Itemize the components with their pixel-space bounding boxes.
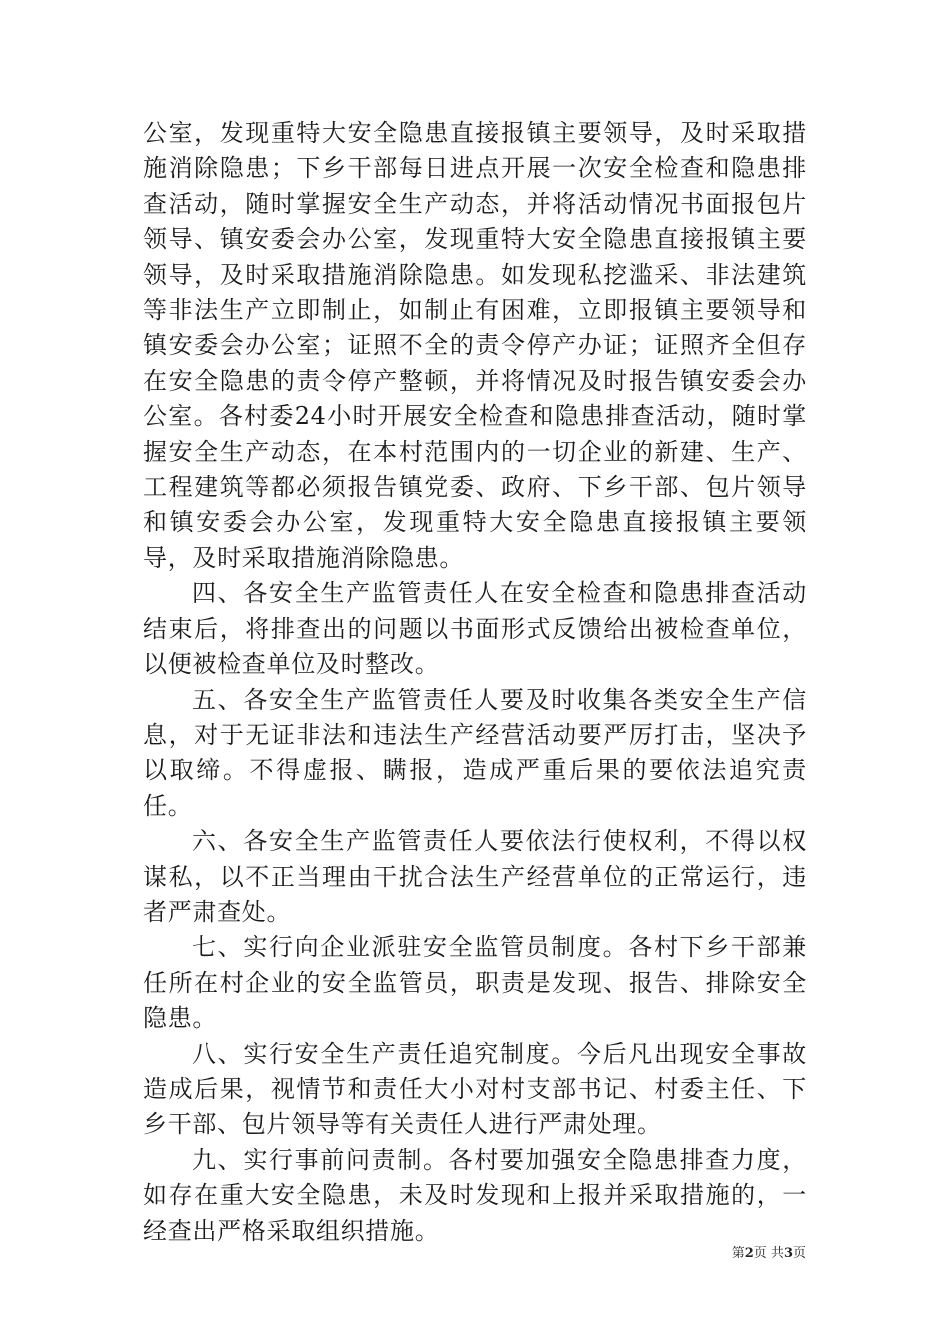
footer-middle: 页 共: [753, 1246, 784, 1261]
paragraph-item-8: 八、实行安全生产责任追究制度。今后凡出现安全事故造成后果，视情节和责任大小对村支部书记、村委主任、下乡干部、包片领导等有关责任人进行严肃处理。: [143, 1039, 807, 1139]
paragraph-item-9: 九、实行事前问责制。各村要加强安全隐患排查力度，如存在重大安全隐患，未及时发现和上报并采取措施的，一经查出严格采取组织措施。: [143, 1145, 807, 1245]
footer-suffix: 页: [792, 1246, 806, 1261]
paragraph-item-6: 六、各安全生产监管责任人要依法行使权利，不得以权谋私，以不正当理由干扰合法生产经营单位的正常运行，违者严肃查处。: [143, 827, 807, 926]
paragraph-continuation: 公室，发现重特大安全隐患直接报镇主要领导，及时采取措施消除隐患；下乡干部每日进点开展一次安全检查和隐患排查活动，随时掌握安全生产动态，并将活动情况书面报包片领导、镇安委会办公室，发现重特大安全隐患直接报镇主要领导，及时采取措施消除隐患。如发现私挖滥采、非法建筑等非法生产立即制止，如制止有困难，立即报镇主要领导和镇安委会办公室；证照不全的责令停产办证；证照齐全但存在安全隐患的责令停产整顿，并将情况及时报告镇安委会办公室。各村委24小时开展安全检查和隐患排查活动，随时掌握安全生产动态，在本村范围内的一切企业的新建、生产、工程建筑等都必须报告镇党委、政府、下乡干部、包片领导和镇安委会办公室，发现重特大安全隐患直接报镇主要领导，及时采取措施消除隐患。: [143, 119, 807, 572]
page-number-footer: [732, 1246, 806, 1262]
paragraph-item-7: 七、实行向企业派驻安全监管员制度。各村下乡干部兼任所在村企业的安全监管员，职责是发现、报告、排除安全隐患。: [143, 933, 807, 1033]
current-page-number: 2: [744, 1246, 754, 1261]
document-body: [143, 116, 807, 1249]
total-pages-number: 3: [783, 1246, 793, 1261]
footer-prefix: 第: [731, 1246, 745, 1261]
paragraph-item-4: 四、各安全生产监管责任人在安全检查和隐患排查活动结束后，将排查出的问题以书面形式反馈给出被检查单位，以便被检查单位及时整改。: [143, 579, 807, 679]
paragraph-item-5: 五、各安全生产监管责任人要及时收集各类安全生产信息，对于无证非法和违法生产经营活动要严厉打击，坚决予以取缔。不得虚报、瞒报，造成严重后果的要依法追究责任。: [143, 685, 807, 820]
